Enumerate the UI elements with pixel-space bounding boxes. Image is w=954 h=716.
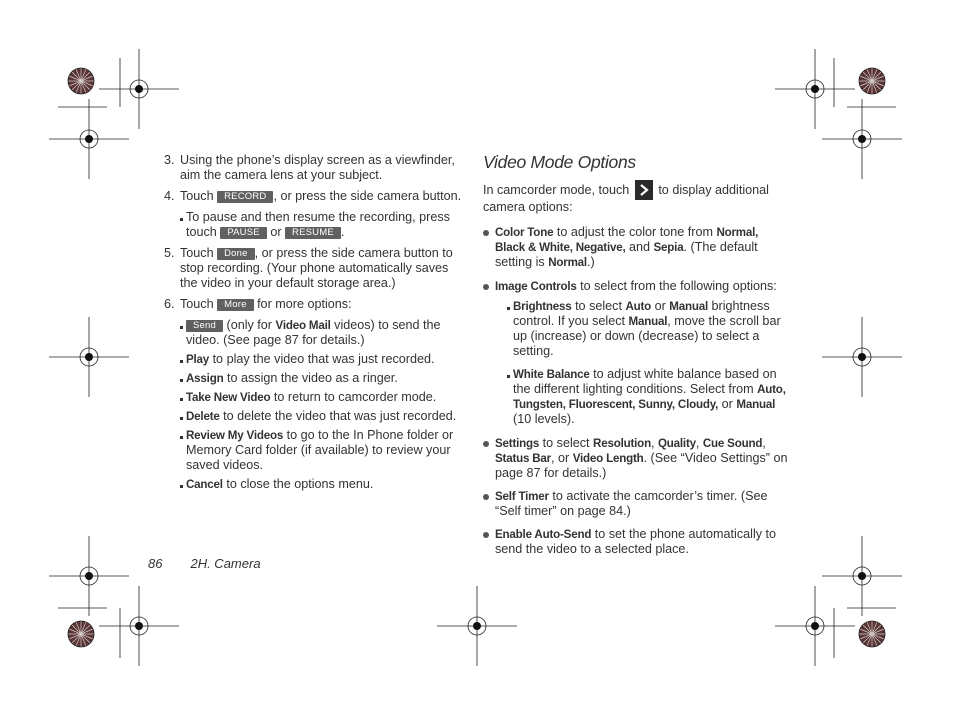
target-mark: [775, 586, 855, 666]
rosette-mark-top-right: [859, 68, 885, 94]
step-number: 4.: [164, 189, 175, 203]
option-label: Enable Auto-Send: [495, 528, 592, 541]
option-label: Delete: [186, 410, 220, 423]
page-number: 86: [148, 556, 163, 571]
target-mark: [99, 586, 179, 666]
intro-text: In camcorder mode, touch: [483, 183, 630, 197]
step-4-substep: [164, 210, 462, 240]
step-text: for more options:: [257, 297, 352, 311]
square-bullet-icon: [180, 436, 183, 439]
rosette-mark-bottom-left: [68, 621, 94, 647]
option-label: Color Tone: [495, 226, 554, 239]
option-brightness: [483, 299, 789, 359]
option-label: Image Controls: [495, 280, 577, 293]
step-4: [164, 189, 462, 204]
step-text: , or press the side camera button to stop recording. (Your phone automatically saves the video in your default storage area.): [180, 246, 453, 290]
square-bullet-icon: [180, 218, 183, 221]
target-mark: [49, 317, 129, 397]
square-bullet-icon: [180, 398, 183, 401]
option-text: to set the phone automatically to send the video to a selected place.: [495, 527, 777, 556]
option-enable-auto-send: [483, 527, 789, 557]
more-button[interactable]: More: [217, 299, 253, 311]
step-text: Touch: [180, 297, 214, 311]
option-label: Assign: [186, 372, 224, 385]
target-mark: [49, 536, 129, 616]
step-text: Touch: [180, 246, 214, 260]
target-mark: [437, 586, 517, 666]
step-number: 3.: [164, 153, 175, 167]
option-text: . (The default setting is: [495, 240, 758, 269]
option-delete: [164, 409, 462, 424]
square-bullet-icon: [507, 375, 510, 378]
option-label: Brightness: [513, 300, 572, 313]
option-text: to close the options menu.: [226, 477, 374, 491]
target-mark: [822, 536, 902, 616]
option-value: Auto: [625, 300, 652, 313]
option-value: Normal: [548, 256, 587, 269]
option-text: brightness control. If you select: [513, 299, 770, 328]
section-title: 2H. Camera: [190, 556, 261, 571]
pause-button[interactable]: PAUSE: [220, 227, 267, 239]
option-value: Sepia: [653, 241, 684, 254]
option-value: Cue Sound: [702, 437, 763, 450]
page-footer: [148, 556, 261, 571]
square-bullet-icon: [180, 326, 183, 329]
option-value: Resolution: [593, 437, 651, 450]
square-bullet-icon: [180, 360, 183, 363]
intro-text: to display additional camera options:: [483, 183, 769, 214]
option-play: [164, 352, 462, 367]
option-label: Take New Video: [186, 391, 271, 404]
option-text: to go to the In Phone folder or Memory Card folder (if available) to review your saved videos.: [186, 428, 454, 472]
square-bullet-icon: [180, 379, 183, 382]
option-text: to adjust white balance based on the different lighting conditions. Select from: [513, 367, 777, 396]
option-label: Settings: [495, 437, 540, 450]
substep-text: or: [270, 225, 282, 239]
substep-text: .: [340, 225, 345, 239]
option-text: , or: [551, 451, 570, 465]
square-bullet-icon: [180, 485, 183, 488]
option-take-new-video: [164, 390, 462, 405]
option-review-my-videos: [164, 428, 462, 473]
option-text: to select from the following options:: [580, 279, 777, 293]
round-bullet-icon: [483, 532, 489, 538]
step-text: Touch: [180, 189, 214, 203]
option-text: to delete the video that was just recorded.: [223, 409, 457, 423]
option-text: ,: [762, 436, 766, 450]
square-bullet-icon: [180, 417, 183, 420]
option-text: to play the video that was just recorded.: [212, 352, 435, 366]
option-value: Auto, Tungsten, Fluorescent, Sunny, Cloudy,: [513, 383, 786, 411]
option-text: , move the scroll bar up (increase) or down (decrease) to select a setting.: [513, 314, 781, 358]
option-text: videos) to send the video. (See page 87 for details.): [186, 318, 441, 347]
section-heading: Video Mode Options: [483, 152, 636, 172]
option-value: Manual: [736, 398, 776, 411]
option-text: to adjust the color tone from: [556, 225, 713, 239]
option-text: (only for: [226, 318, 272, 332]
resume-button[interactable]: RESUME: [285, 227, 341, 239]
rosette-mark-top-left: [68, 68, 94, 94]
step-number: 6.: [164, 297, 175, 311]
substep-text: To pause and then resume the recording, press touch: [186, 210, 450, 239]
option-text: to select: [575, 299, 622, 313]
option-text: ,: [650, 436, 655, 450]
option-text: to select: [542, 436, 590, 450]
target-mark: [775, 49, 855, 129]
target-mark: [99, 49, 179, 129]
chevron-right-icon[interactable]: [635, 180, 653, 200]
step-text: Using the phone’s display screen as a viewfinder, aim the camera lens at your subject.: [180, 153, 455, 182]
option-text: .): [586, 255, 595, 269]
step-3: [164, 153, 462, 183]
step-text: , or press the side camera button.: [273, 189, 462, 203]
step-number: 5.: [164, 246, 175, 260]
square-bullet-icon: [507, 307, 510, 310]
left-column: [164, 153, 462, 496]
round-bullet-icon: [483, 230, 489, 236]
option-assign: [164, 371, 462, 386]
option-send: [164, 318, 462, 348]
send-button[interactable]: Send: [186, 320, 223, 332]
option-label: Review My Videos: [186, 429, 284, 442]
target-mark: [822, 99, 902, 179]
option-text: (10 levels).: [513, 412, 575, 426]
option-white-balance: [483, 367, 789, 427]
option-value: Quality: [657, 437, 696, 450]
option-value: Manual: [669, 300, 709, 313]
option-label: Video Mail: [275, 319, 331, 332]
option-label: Cancel: [186, 478, 223, 491]
option-text: or: [721, 397, 733, 411]
round-bullet-icon: [483, 284, 489, 290]
option-text: or: [654, 299, 666, 313]
target-mark: [822, 317, 902, 397]
option-value: Video Length: [572, 452, 644, 465]
option-value: Manual: [628, 315, 668, 328]
rosette-mark-bottom-right: [859, 621, 885, 647]
option-cancel: [164, 477, 462, 492]
option-self-timer: [483, 489, 789, 519]
round-bullet-icon: [483, 494, 489, 500]
round-bullet-icon: [483, 441, 489, 447]
option-text: ,: [695, 436, 700, 450]
intro-paragraph: [483, 180, 789, 215]
option-value: Normal, Black & White, Negative,: [495, 226, 759, 254]
option-text: to return to camcorder mode.: [273, 390, 437, 404]
option-text: to assign the video as a ringer.: [226, 371, 398, 385]
option-settings: [483, 436, 789, 481]
step-5: [164, 246, 462, 291]
option-label: Play: [186, 353, 210, 366]
target-mark: [49, 99, 129, 179]
option-color-tone: [483, 225, 789, 270]
option-text: to activate the camcorder’s timer. (See “Self timer” on page 84.): [495, 489, 768, 518]
record-button[interactable]: RECORD: [217, 191, 273, 203]
option-text: and: [629, 240, 651, 254]
step-6: [164, 297, 462, 312]
option-label: White Balance: [513, 368, 590, 381]
option-label: Self Timer: [495, 490, 549, 503]
right-column: [483, 151, 789, 562]
option-image-controls: [483, 279, 789, 294]
done-button[interactable]: Done: [217, 248, 255, 260]
option-text: . (See “Video Settings” on page 87 for details.): [495, 451, 788, 480]
option-value: Status Bar: [495, 452, 551, 465]
